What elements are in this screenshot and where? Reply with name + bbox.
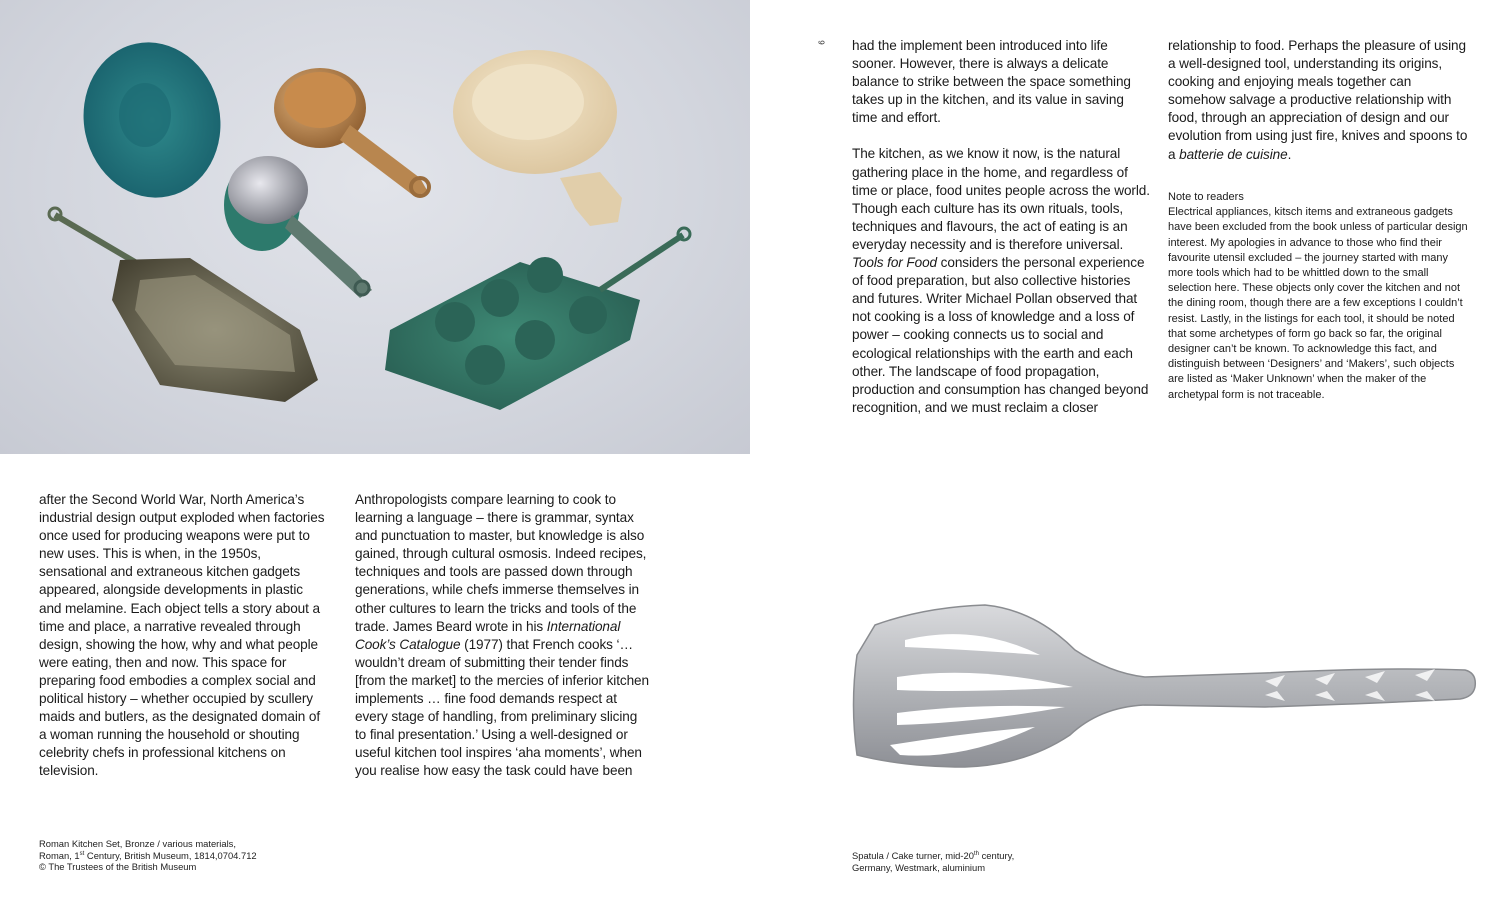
note-title: Note to readers: [1168, 191, 1244, 203]
paragraph: Anthropologists compare learning to cook to learning a language – there is grammar, syntax and punctuation to master, but knowledge is also gained, through cultural osmosis. Indeed recipes, techniques and tools are passed down through generations, while chefs immerse themselves in other cultures to learn the tricks and tools of the trade. James Beard wrote in his International Cook’s Catalogue (1977) that French cooks ‘… wouldn’t dream of submitting their tender finds [from the market] to the mercies of inferior kitchen implements … fine food demands respect at every stage of handling, from preliminary slicing to final presentation.’ Using a well-designed or useful kitchen tool inspires ‘aha moments’, when you realise how easy the task could have been: [355, 492, 649, 779]
batterie-italic: batterie de cuisine: [1179, 146, 1288, 162]
paragraph: The kitchen, as we know it now, is the natural gathering place in the home, and regardless of time or place, food unites people across the world. Though each culture has its own rituals, tools, techniques and flavours, the act of eating is an everyday necessity and is therefore universal. Tools for Food considers the personal experience of food preparation, but also collective histories and futures. Writer Michael Pollan observed that not cooking is a loss of knowledge and a loss of power – cooking connects us to social and ecological relationships with the earth and each other. The landscape of food propagation, production and consumption has changed beyond recognition, and we must reclaim a closer: [852, 146, 1150, 415]
text-column-middle: [355, 491, 651, 799]
note-body: Electrical appliances, kitsch items and extraneous gadgets have been excluded from the book unless of particular design interest. My apologies in advance to those who find their favourite utensil excluded – the journey started with many more tools which had to be whittled down to the small selection here. These objects only cover the kitchen and not the dining room, though there are a few exceptions I couldn’t resist. Lastly, in the listings for each tool, it should be noted that some archetypes of form go back so far, the original designer can’t be known. To acknowledge this fact, and distinguish between ‘Designers’ and ‘Makers’, such objects are listed as ‘Maker Unknown’ when the maker of the archetypal form is not traceable.: [1168, 206, 1468, 401]
text-column-right-2: [1168, 37, 1468, 182]
paragraph: after the Second World War, North America’s industrial design output exploded when factories once used for producing weapons were put to new uses. This is when, in the 1950s, sensational and extraneous kitchen gadgets appeared, alongside developments in plastic and melamine. Each object tells a story about a time and place, a narrative revealed through design, showing the how, why and what people were eating, then and now. This space for preparing food embodies a complex social and political history – whether occupied by scullery maids and butlers, as the designated domain of a woman running the household or shouting celebrity chefs in professional kitchens on television.: [39, 492, 325, 779]
left-photo-caption: Roman Kitchen Set, Bronze / various materials, Roman, 1st Century, British Museum, 1814,0704.712 © The Trustees of the British Museum: [39, 838, 257, 873]
text-column-right-1: [852, 37, 1152, 435]
roman-kitchen-set-illustration: [0, 0, 750, 454]
book-title-italic: Tools for Food: [852, 255, 937, 271]
spatula-illustration: [845, 595, 1485, 770]
right-photo-caption: Spatula / Cake turner, mid-20th century, Germany, Westmark, aluminium: [852, 850, 1015, 873]
paragraph: relationship to food. Perhaps the pleasure of using a well-designed tool, understanding its origins, cooking and enjoying meals together can somehow salvage a productive relationship with food, through an appreciation of design and our evolution from using just fire, knives and spoons to a batterie de cuisine.: [1168, 38, 1468, 162]
paragraph: had the implement been introduced into life sooner. However, there is always a delicate balance to strike between the space something takes up in the kitchen, and its value in saving time and effort.: [852, 38, 1131, 126]
book-title-italic: International Cook’s Catalogue: [355, 618, 621, 652]
text-column-left: [39, 491, 329, 799]
page-number: 9: [816, 40, 826, 45]
spatula-photo: [845, 595, 1485, 770]
note-to-readers: [1168, 190, 1468, 403]
roman-kitchen-set-photo: [0, 0, 750, 454]
